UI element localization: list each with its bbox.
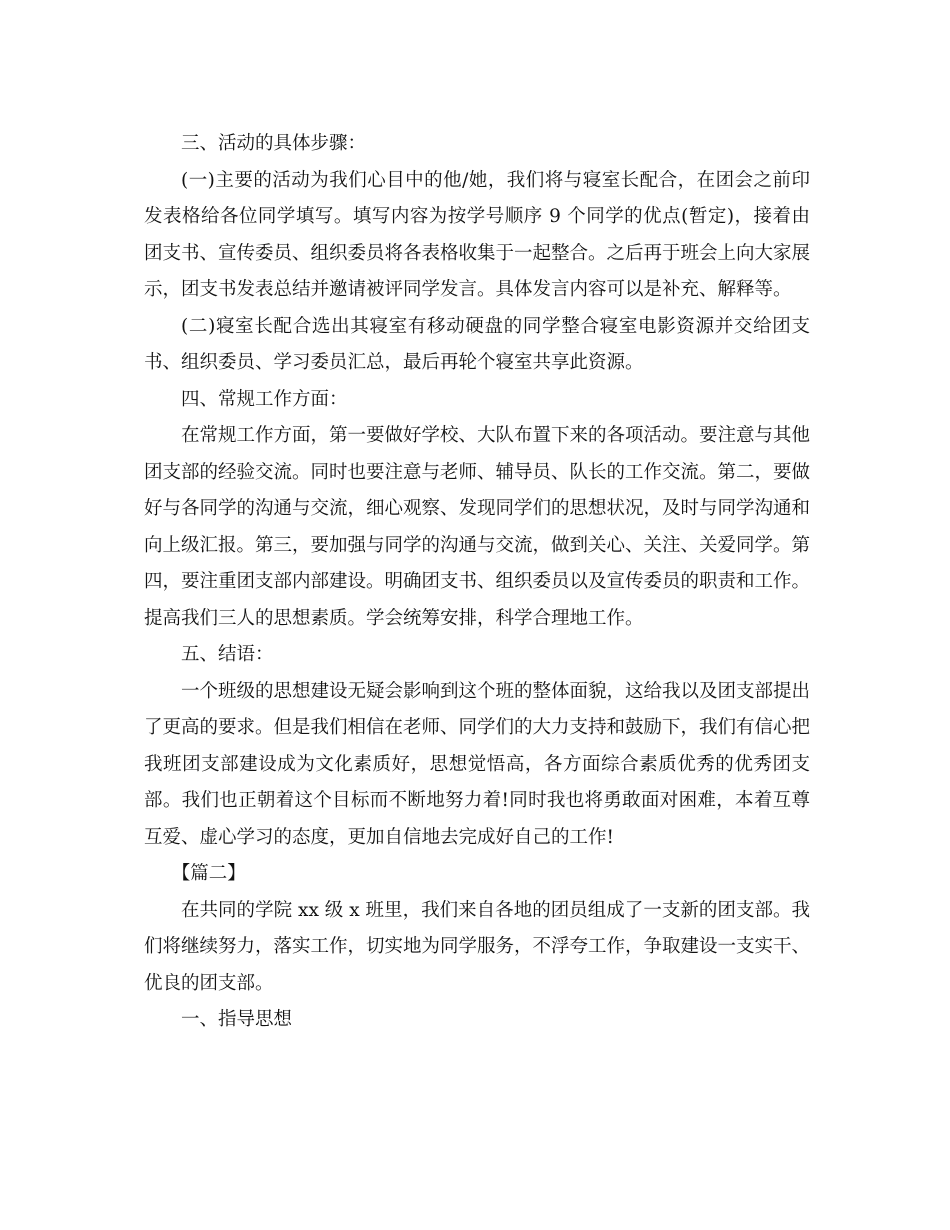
section-heading-guiding-ideology: 一、指导思想 (181, 1009, 293, 1030)
section-heading-routine-work: 四、常规工作方面： (181, 388, 348, 410)
document-body (144, 126, 810, 1039)
paragraph-step-one: (一)主要的活动为我们心目中的他/她，我们将与寝室长配合，在团会之前印发表格给各位同学填写。填写内容为按学号顺序 9 个同学的优点(暂定)，接着由团支书、宣传委员、组织委员将各表格收集于一起整合。之后再于班会上向大家展示，团支书发表总结并邀请被评同学发言。具体发言内容可以是补充、解释等。 (144, 169, 811, 300)
paragraph-conclusion: 一个班级的思想建设无疑会影响到这个班的整体面貌，这给我以及团支部提出了更高的要求。但是我们相信在老师、同学们的大力支持和鼓励下，我们有信心把我班团支部建设成为文化素质好，思想觉悟高，各方面综合素质优秀的优秀团支部。我们也正朝着这个目标而不断地努力着!同时我也将勇敢面对困难，本着互尊互爱、虚心学习的态度，更加自信地去完成好自己的工作! (144, 680, 811, 848)
section-heading-conclusion: 五、结语： (181, 644, 274, 665)
paragraph-step-two: (二)寝室长配合选出其寝室有移动硬盘的同学整合寝室电影资源并交给团支书、组织委员、学习委员汇总，最后再轮个寝室共享此资源。 (144, 315, 810, 373)
paragraph-part-two-intro: 在共同的学院 xx 级 x 班里，我们来自各地的团员组成了一支新的团支部。我们将继续努力，落实工作，切实地为同学服务，不浮夸工作，争取建设一支实干、优良的团支部。 (144, 899, 811, 994)
part-two-heading: 【篇二】 (171, 863, 246, 884)
section-heading-steps: 三、活动的具体步骤： (181, 133, 367, 154)
paragraph-routine-work: 在常规工作方面，第一要做好学校、大队布置下来的各项活动。要注意与其他团支部的经验交流。同时也要注意与老师、辅导员、队长的工作交流。第二，要做好与各同学的沟通与交流，细心观察、发现同学们的思想状况，及时与同学沟通和向上级汇报。第三，要加强与同学的沟通与交流，做到关心、关注、关爱同学。第四，要注重团支部内部建设。明确团支书、组织委员以及宣传委员的职责和工作。提高我们三人的思想素质。学会统筹安排，科学合理地工作。 (144, 425, 811, 629)
